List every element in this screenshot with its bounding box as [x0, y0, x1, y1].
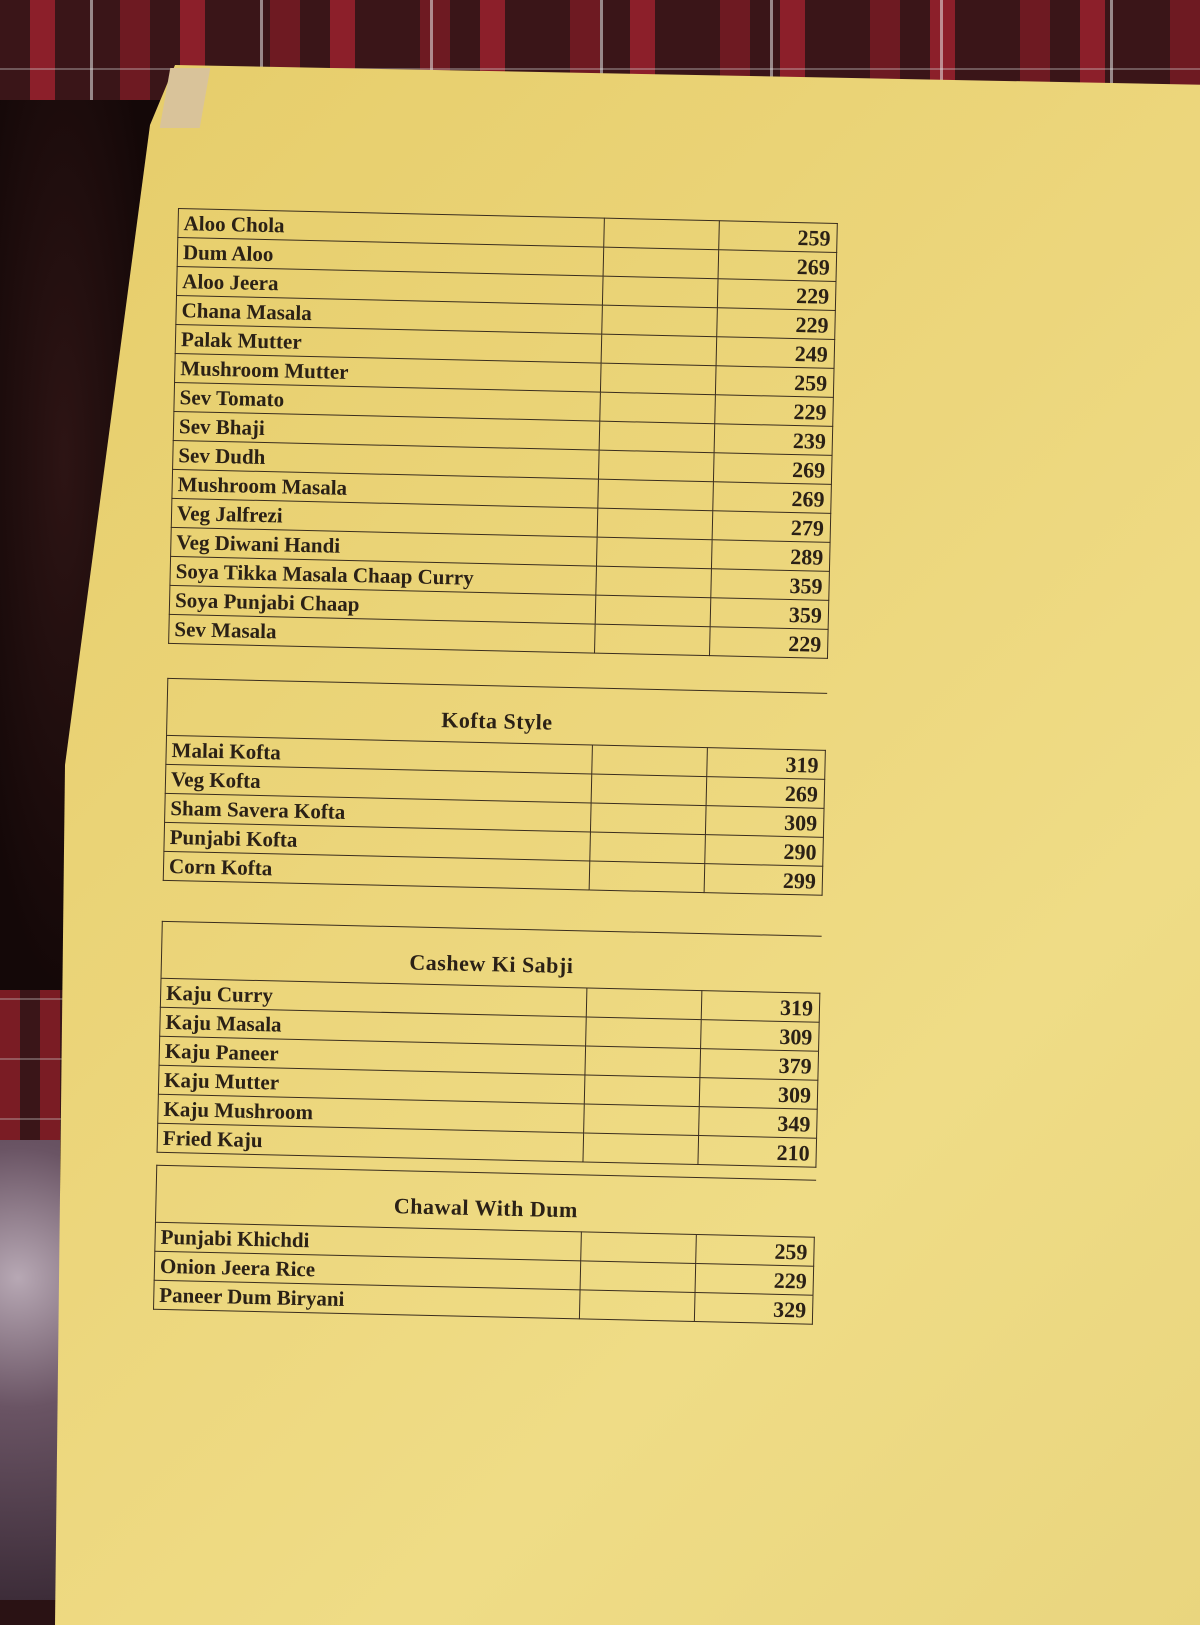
section-title-text: Cashew Ki Sabji — [409, 949, 574, 979]
menu-item-price: 299 — [704, 864, 822, 896]
menu-item-blank-cell — [599, 392, 715, 424]
menu-item-name: Sev Tomato — [174, 382, 600, 421]
menu-item-name: Mushroom Mutter — [175, 353, 601, 392]
menu-table — [168, 208, 838, 659]
menu-table — [163, 735, 826, 896]
menu-item-price: 379 — [700, 1049, 818, 1081]
menu-item-price: 269 — [713, 482, 831, 514]
menu-section-cashew — [157, 921, 822, 1168]
menu-item-blank-cell — [595, 595, 711, 627]
menu-item-name: Kaju Paneer — [159, 1036, 585, 1075]
menu-item-name: Sham Savera Kofta — [165, 793, 591, 832]
menu-item-name: Kaju Mushroom — [158, 1094, 584, 1133]
menu-item-price: 349 — [699, 1107, 817, 1139]
menu-item-name: Kaju Masala — [160, 1007, 586, 1046]
menu-item-name: Sev Dudh — [173, 440, 599, 479]
menu-item-blank-cell — [584, 1075, 700, 1107]
menu-item-blank-cell — [580, 1261, 696, 1293]
menu-item-blank-cell — [601, 334, 717, 366]
menu-item-price: 259 — [719, 221, 837, 253]
menu-item-blank-cell — [594, 624, 710, 656]
menu-item-blank-cell — [589, 832, 705, 864]
menu-item-name: Kaju Mutter — [158, 1065, 584, 1104]
menu-item-price: 359 — [711, 569, 829, 601]
menu-item-blank-cell — [597, 479, 713, 511]
menu-table — [153, 1222, 815, 1325]
menu-item-blank-cell — [585, 1046, 701, 1078]
menu-item-name: Punjabi Kofta — [164, 822, 590, 861]
menu-item-name: Aloo Chola — [178, 209, 604, 248]
menu-item-name: Malai Kofta — [166, 735, 592, 774]
menu-table — [157, 978, 821, 1168]
menu-item-price: 269 — [718, 250, 836, 282]
section-title-text: Chawal With Dum — [393, 1193, 579, 1223]
menu-item-blank-cell — [586, 988, 702, 1020]
menu-item-name: Onion Jeera Rice — [154, 1251, 580, 1290]
tablecloth-edge — [0, 990, 70, 1150]
menu-item-name: Veg Jalfrezi — [171, 498, 597, 537]
menu-item-blank-cell — [585, 1017, 701, 1049]
menu-item-name: Kaju Curry — [160, 978, 586, 1017]
menu-item-blank-cell — [602, 276, 718, 308]
menu-item-price: 309 — [701, 1020, 819, 1052]
menu-item-price: 289 — [712, 540, 830, 572]
menu-item-price: 329 — [695, 1293, 813, 1325]
menu-item-price: 319 — [707, 748, 825, 780]
menu-item-name: Sev Bhaji — [173, 411, 599, 450]
menu-item-price: 279 — [712, 511, 830, 543]
menu-item-price: 259 — [696, 1235, 814, 1267]
menu-section-chawal — [153, 1165, 816, 1325]
menu-item-name: Sev Masala — [169, 614, 595, 653]
menu-item-price: 309 — [706, 806, 824, 838]
menu-item-price: 229 — [710, 627, 828, 659]
menu-item-blank-cell — [599, 421, 715, 453]
menu-item-name: Veg Kofta — [165, 764, 591, 803]
menu-item-price: 259 — [716, 366, 834, 398]
menu-section-kofta — [163, 678, 827, 896]
menu-item-blank-cell — [603, 218, 719, 250]
menu-item-blank-cell — [583, 1104, 699, 1136]
menu-item-name: Soya Punjabi Chaap — [169, 585, 595, 624]
menu-item-name: Punjabi Khichdi — [155, 1222, 581, 1261]
menu-item-name: Soya Tikka Masala Chaap Curry — [170, 556, 596, 595]
menu-item-name: Fried Kaju — [157, 1123, 583, 1162]
menu-item-blank-cell — [589, 861, 705, 893]
menu-item-price: 359 — [710, 598, 828, 630]
menu-item-blank-cell — [603, 247, 719, 279]
menu-item-blank-cell — [596, 537, 712, 569]
menu-item-price: 239 — [714, 424, 832, 456]
menu-item-price: 229 — [717, 308, 835, 340]
menu-item-name: Aloo Jeera — [177, 266, 603, 305]
menu-item-blank-cell — [595, 566, 711, 598]
menu-item-name: Palak Mutter — [175, 324, 601, 363]
menu-item-blank-cell — [580, 1232, 696, 1264]
menu-item-name: Chana Masala — [176, 295, 602, 334]
menu-item-name: Mushroom Masala — [172, 469, 598, 508]
menu-item-price: 269 — [714, 453, 832, 485]
menu-section-veg-curries — [168, 208, 838, 659]
fabric-background — [0, 1140, 60, 1600]
menu-item-blank-cell — [591, 774, 707, 806]
menu-item-blank-cell — [597, 508, 713, 540]
menu-item-price: 229 — [715, 395, 833, 427]
menu-item-blank-cell — [583, 1133, 699, 1165]
menu-item-name: Dum Aloo — [177, 238, 603, 277]
menu-item-name: Veg Diwani Handi — [171, 527, 597, 566]
menu-item-blank-cell — [579, 1290, 695, 1322]
menu-item-blank-cell — [600, 363, 716, 395]
menu-item-price: 319 — [702, 991, 820, 1023]
menu-item-price: 229 — [718, 279, 836, 311]
menu-item-price: 229 — [695, 1264, 813, 1296]
menu-item-price: 210 — [698, 1136, 816, 1168]
menu-item-name: Paneer Dum Biryani — [154, 1280, 580, 1319]
menu-item-blank-cell — [591, 745, 707, 777]
menu-item-price: 309 — [700, 1078, 818, 1110]
menu-item-blank-cell — [598, 450, 714, 482]
menu-page — [153, 208, 838, 1325]
menu-item-blank-cell — [601, 305, 717, 337]
menu-item-blank-cell — [590, 803, 706, 835]
menu-item-name: Corn Kofta — [163, 851, 589, 890]
menu-item-price: 290 — [705, 835, 823, 867]
menu-item-price: 249 — [716, 337, 834, 369]
menu-item-price: 269 — [706, 777, 824, 809]
section-title-text: Kofta Style — [441, 707, 553, 735]
